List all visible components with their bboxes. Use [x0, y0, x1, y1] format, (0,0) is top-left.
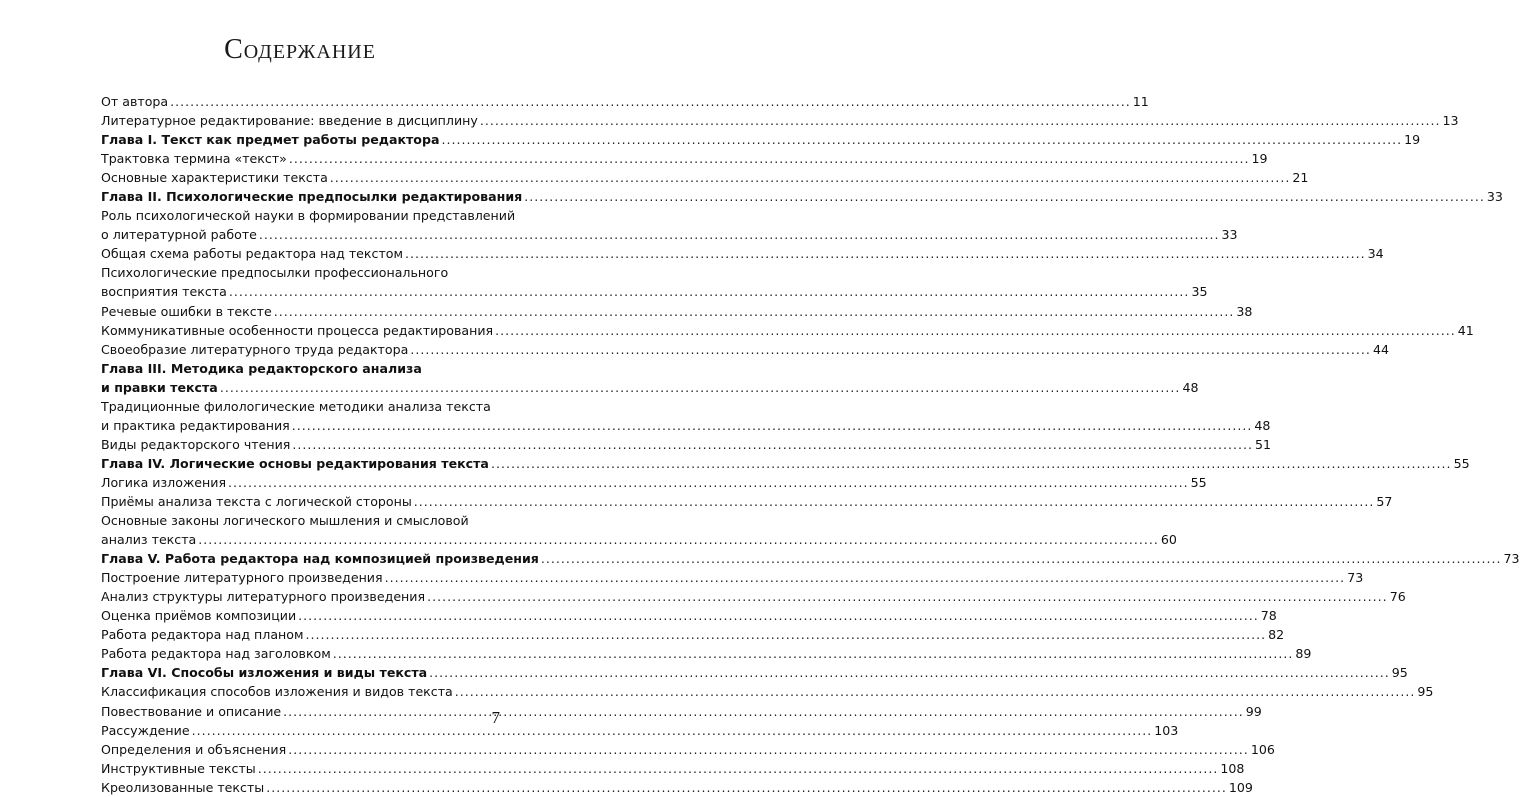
toc-entry-row	[101, 682, 1434, 701]
toc-entry-row	[101, 606, 1277, 625]
toc-dot-leader	[441, 130, 1402, 149]
toc-entry-title: о литературной работе	[101, 227, 257, 243]
toc-entry-row	[101, 721, 1179, 740]
toc-dot-leader	[259, 225, 1220, 244]
toc-entry-title: Коммуникативные особенности процесса редактирования	[101, 322, 494, 338]
toc-dot-leader	[333, 644, 1294, 663]
toc-entry-title: Работа редактора над планом	[101, 627, 304, 643]
toc-page-number: 41	[1457, 322, 1474, 338]
toc-entry-row	[101, 206, 516, 225]
toc-dot-leader	[283, 702, 1244, 721]
toc-page-number: 82	[1268, 627, 1285, 643]
toc-entry-title: Классификация способов изложения и видов текста	[101, 684, 453, 700]
toc-entry-title: Глава V. Работа редактора над композицией произведения	[101, 551, 539, 567]
toc-page-number: 78	[1260, 608, 1277, 624]
toc-entry-title: Общая схема работы редактора над текстом	[101, 246, 403, 262]
toc-entry-title: От автора	[101, 94, 169, 109]
toc-dot-leader	[298, 606, 1259, 625]
toc-page-number: 48	[1182, 379, 1199, 395]
toc-entry-row	[101, 530, 1177, 549]
toc-chapter-row	[101, 549, 1520, 568]
toc-dot-leader	[480, 111, 1441, 130]
toc-dot-leader	[292, 435, 1253, 454]
toc-page-number: 11	[1132, 94, 1149, 109]
toc-entry-title: Анализ структуры литературного произведения	[101, 589, 426, 605]
toc-entry-title: Глава III. Методика редакторского анализа	[101, 360, 422, 376]
toc-entry-title: Оценка приёмов композиции	[101, 608, 297, 624]
toc-entry-title: Определения и объяснения	[101, 741, 287, 757]
toc-chapter-row	[101, 130, 1421, 149]
toc-dot-leader	[385, 568, 1346, 587]
toc-dot-leader	[228, 473, 1189, 492]
toc-dot-leader	[220, 378, 1181, 397]
toc-dot-leader	[524, 187, 1485, 206]
toc-entry-row	[101, 282, 1208, 301]
toc-page-number: 55	[1190, 474, 1207, 490]
toc-entry-title: Основные законы логического мышления и смысловой	[101, 513, 469, 529]
toc-dot-leader	[198, 530, 1159, 549]
toc-dot-leader	[289, 149, 1250, 168]
toc-page-number: 108	[1220, 760, 1245, 776]
toc-page-number: 89	[1295, 646, 1312, 662]
toc-page-number: 106	[1250, 741, 1275, 757]
toc-page-number: 51	[1255, 436, 1272, 452]
toc-entry-title: Психологические предпосылки профессионального	[101, 265, 449, 281]
toc-entry-title: Виды редакторского чтения	[101, 436, 291, 452]
toc-entry-title: Основные характеристики текста	[101, 170, 328, 186]
toc-entry-row	[101, 568, 1364, 587]
toc-page-number: 60	[1160, 532, 1177, 548]
toc-entry-title: Глава I. Текст как предмет работы редактора	[101, 132, 440, 148]
toc-entry-title: Повествование и описание	[101, 703, 282, 719]
toc-dot-leader	[274, 302, 1235, 321]
toc-entry-row	[101, 759, 1245, 778]
toc-page-number: 44	[1372, 341, 1389, 357]
toc-entry-row	[101, 492, 1393, 511]
toc-page-number: 19	[1251, 151, 1268, 167]
toc-entry-row	[101, 625, 1285, 644]
page-title: Содержание	[224, 34, 376, 65]
toc-entry-title: Логика изложения	[101, 474, 227, 490]
toc-chapter-row	[101, 378, 1199, 397]
toc-dot-leader	[170, 92, 1131, 111]
toc-entry-title: Трактовка термина «текст»	[101, 151, 287, 167]
toc-dot-leader	[258, 759, 1219, 778]
toc-entry-row	[101, 244, 1384, 263]
toc-dot-leader	[288, 740, 1249, 759]
toc-entry-row	[101, 702, 1262, 721]
toc-page-number: 33	[1221, 227, 1238, 243]
toc-dot-leader	[330, 168, 1291, 187]
toc-entry-row	[101, 340, 1389, 359]
toc-dot-leader	[414, 492, 1375, 511]
toc-entry-row	[101, 263, 500, 282]
toc-entry-row	[101, 587, 1406, 606]
toc-entry-title: Традиционные филологические методики анализа текста	[101, 398, 491, 414]
toc-page-number: 109	[1228, 779, 1253, 795]
toc-entry-row	[101, 302, 1253, 321]
toc-entry-row	[101, 740, 1275, 759]
toc-entry-row	[101, 111, 1459, 130]
toc-page-number: 38	[1236, 303, 1253, 319]
toc-chapter-row	[101, 187, 1503, 206]
toc-chapter-row	[101, 454, 1470, 473]
toc-entry-row	[101, 397, 500, 416]
toc-page-number: 19	[1404, 132, 1421, 148]
toc-entry-title: Роль психологической науки в формировании представлений	[101, 208, 516, 224]
toc-dot-leader	[305, 625, 1266, 644]
toc-entry-title: Глава IV. Логические основы редактирования текста	[101, 455, 489, 471]
toc-entry-title: Рассуждение	[101, 722, 190, 738]
toc-entry-row	[101, 644, 1312, 663]
toc-entry-row	[101, 168, 1309, 187]
toc-chapter-row	[101, 663, 1408, 682]
toc-page-number: 95	[1417, 684, 1434, 700]
toc-entry-title: восприятия текста	[101, 284, 227, 300]
toc-page-number: 57	[1376, 493, 1393, 509]
toc-dot-leader	[495, 321, 1456, 340]
table-of-contents	[101, 92, 1520, 797]
toc-dot-leader	[192, 721, 1153, 740]
toc-page-number: 48	[1254, 417, 1271, 433]
toc-page-number: 76	[1389, 589, 1406, 605]
toc-entry-title: Инструктивные тексты	[101, 760, 256, 776]
toc-page-number: 103	[1154, 722, 1179, 738]
toc-entry-row	[101, 92, 1149, 111]
toc-entry-title: и правки текста	[101, 379, 218, 395]
toc-page-number: 33	[1486, 189, 1503, 205]
toc-chapter-row	[101, 359, 500, 378]
toc-dot-leader	[410, 340, 1371, 359]
toc-page-number: 13	[1442, 113, 1459, 129]
toc-page-number: 35	[1191, 284, 1208, 300]
toc-page-number: 21	[1292, 170, 1309, 186]
toc-entry-title: Креолизованные тексты	[101, 779, 265, 795]
toc-entry-title: Своеобразие литературного труда редактора	[101, 341, 409, 357]
toc-page-number: 99	[1245, 703, 1262, 719]
toc-page-number: 34	[1367, 246, 1384, 262]
toc-entry-row	[101, 225, 1238, 244]
toc-dot-leader	[405, 244, 1366, 263]
toc-entry-row	[101, 416, 1271, 435]
toc-dot-leader	[491, 454, 1452, 473]
toc-entry-title: Работа редактора над заголовком	[101, 646, 331, 662]
toc-dot-leader	[429, 663, 1390, 682]
page-number: 7	[491, 708, 500, 727]
toc-entry-row	[101, 149, 1268, 168]
toc-entry-title: Глава VI. Способы изложения и виды текста	[101, 665, 428, 681]
toc-page-number: 55	[1453, 455, 1470, 471]
toc-entry-row	[101, 778, 1253, 797]
toc-dot-leader	[292, 416, 1253, 435]
toc-entry-title: Построение литературного произведения	[101, 570, 383, 586]
toc-entry-row	[101, 511, 500, 530]
toc-entry-row	[101, 435, 1272, 454]
toc-entry-title: Приёмы анализа текста с логической стороны	[101, 493, 412, 509]
toc-dot-leader	[455, 682, 1416, 701]
toc-entry-title: и практика редактирования	[101, 417, 290, 433]
toc-dot-leader	[229, 282, 1190, 301]
toc-page-number: 95	[1391, 665, 1408, 681]
toc-page-number: 73	[1503, 551, 1520, 567]
toc-entry-row	[101, 321, 1474, 340]
toc-page-number: 73	[1347, 570, 1364, 586]
toc-entry-row	[101, 473, 1207, 492]
toc-entry-title: Речевые ошибки в тексте	[101, 303, 272, 319]
toc-entry-title: Глава II. Психологические предпосылки редактирования	[101, 189, 523, 205]
toc-entry-title: Литературное редактирование: введение в дисциплину	[101, 113, 478, 129]
toc-entry-title: анализ текста	[101, 532, 197, 548]
toc-dot-leader	[427, 587, 1388, 606]
toc-dot-leader	[541, 549, 1502, 568]
toc-dot-leader	[266, 778, 1227, 797]
